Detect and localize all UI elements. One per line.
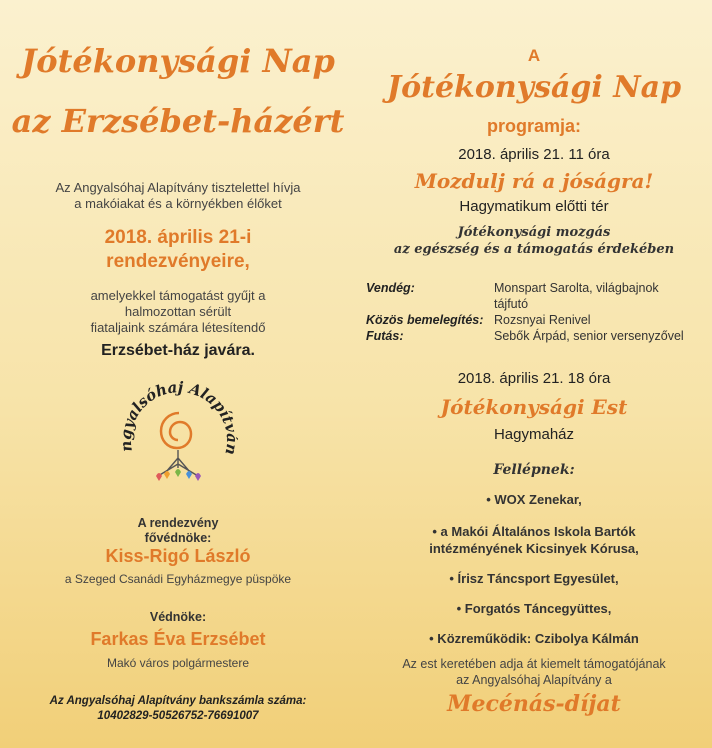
purpose-line: fiataljaink számára létesítendő — [90, 320, 266, 335]
event2-name: Jótékonysági Est — [440, 395, 628, 419]
detail-key: Közös bemelegítés: — [366, 313, 484, 327]
foundation-logo — [118, 372, 238, 500]
patron-label-line: fővédnöke: — [144, 531, 212, 545]
bank-number: 10402829-50526752-76691007 — [97, 710, 259, 722]
closing-line: Az est keretében adja át kiemelt támogatójának — [402, 657, 666, 671]
performer-item: • Forgatós Táncegyüttes, — [456, 601, 612, 616]
performer-item: • WOX Zenekar, — [486, 492, 582, 507]
detail-value: Sebők Árpád, senior versenyzővel — [494, 329, 684, 343]
protector-role: Makó város polgármestere — [106, 656, 250, 670]
logo-text: ngyalsóhaj Alapít — [118, 378, 238, 453]
bank-label: Az Angyalsóhaj Alapítvány bankszámla száma: — [49, 695, 307, 707]
performer-item: intézményének Kicsinyek Kórusa, — [429, 541, 639, 556]
event1-name: Mozdulj rá a jóságra! — [414, 169, 654, 193]
event1-subtitle-line: az egészség és a támogatás érdekében — [393, 242, 675, 257]
detail-row — [366, 312, 696, 328]
event1-subtitle — [356, 224, 712, 258]
performer-item: • a Makói Általános Iskola Bartók — [432, 524, 636, 539]
event-date-line: 2018. április 21-i — [104, 227, 252, 248]
invite-line: Az Angyalsóhaj Alapítvány tisztelettel hívja — [55, 180, 301, 195]
event-date — [0, 226, 356, 274]
purpose-text — [0, 288, 356, 336]
main-title-line1: Jótékonysági Nap — [21, 42, 335, 80]
spiral-icon — [161, 413, 191, 448]
award-name: Mecénás-díjat — [447, 691, 621, 717]
event1-place: Hagymatikum előtti tér — [459, 198, 609, 215]
event1-subtitle-line: Jótékonysági mozgás — [457, 225, 611, 240]
main-title-line2: az Erzsébet-házért — [11, 102, 345, 140]
event-date-line: rendezvényeire, — [106, 251, 250, 272]
detail-key: Futás: — [366, 329, 404, 343]
detail-value: Monspart Sarolta, világbajnok tájfutó — [494, 281, 659, 311]
patron-label — [0, 516, 356, 546]
event1-details — [366, 280, 696, 344]
program-title: Jótékonysági Nap — [386, 70, 682, 105]
patron-name: Kiss-Rigó László — [105, 546, 251, 566]
protector-label: Védnöke: — [149, 610, 207, 624]
closing-line: az Angyalsóhaj Alapítvány a — [456, 673, 612, 687]
purpose-line: halmozottan sérült — [124, 304, 232, 319]
performer-item: • Írisz Táncsport Egyesület, — [449, 571, 619, 586]
program-subtitle: programja: — [486, 116, 582, 136]
purpose-line: amelyekkel támogatást gyűjt a — [90, 288, 266, 303]
performer-item: • Közreműködik: Czibolya Kálmán — [429, 631, 639, 646]
program-title-a: A — [527, 46, 541, 65]
invite-line: a makóiakat és a környékben élőket — [74, 196, 282, 211]
bank-account — [0, 694, 356, 724]
event2-place: Hagymaház — [493, 426, 575, 443]
closing-text — [356, 656, 712, 688]
protector-name: Farkas Éva Erzsébet — [90, 629, 266, 649]
patron-role: a Szeged Csanádi Egyházmegye püspöke — [64, 572, 292, 586]
purpose-bold: Erzsébet-ház javára. — [101, 342, 255, 359]
detail-row — [366, 280, 696, 312]
event2-datetime: 2018. április 21. 18 óra — [457, 370, 611, 387]
detail-row — [366, 328, 696, 344]
patron-label-line: A rendezvény — [137, 516, 219, 530]
event1-datetime: 2018. április 21. 11 óra — [458, 146, 610, 163]
invite-text — [0, 180, 356, 212]
detail-value: Rozsnyai Renivel — [494, 313, 591, 327]
performers-label: Fellépnek: — [493, 462, 575, 478]
detail-key: Vendég: — [366, 281, 415, 295]
